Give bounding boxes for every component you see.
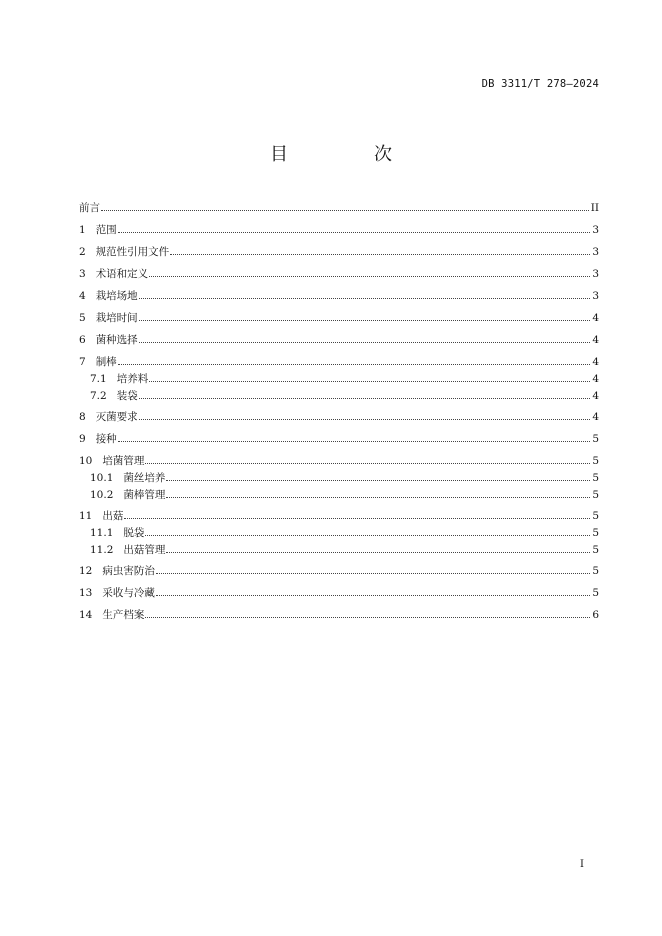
toc-entry-number: 10.1 [90, 472, 114, 484]
toc-entry-page: 4 [592, 411, 599, 423]
toc-leader-dots [118, 231, 591, 233]
toc-entry-page: 3 [592, 246, 599, 258]
toc-entry-page: 4 [592, 373, 599, 385]
toc-entry[interactable] [79, 201, 599, 215]
toc-entry-label: 制棒 [95, 356, 117, 368]
toc-leader-dots [139, 341, 591, 343]
toc-entry-number: 10 [79, 455, 93, 467]
toc-leader-dots [118, 363, 591, 365]
toc-leader-dots [166, 479, 590, 481]
toc-entry-number: 3 [79, 268, 86, 280]
toc-entry-number: 7.2 [90, 390, 107, 402]
toc-leader-dots [156, 594, 590, 596]
toc-entry-label: 灭菌要求 [95, 411, 138, 423]
toc-entry[interactable] [79, 432, 599, 446]
toc-entry[interactable] [79, 586, 599, 600]
toc-entry-label: 菌种选择 [95, 334, 138, 346]
toc-entry-number: 7.1 [90, 373, 107, 385]
toc-leader-dots [166, 496, 590, 498]
toc-entry[interactable] [79, 471, 599, 485]
toc-entry-number: 10.2 [90, 489, 114, 501]
toc-entry-label: 菌丝培养 [123, 472, 166, 484]
toc-entry[interactable] [79, 267, 599, 281]
toc-entry[interactable] [79, 372, 599, 386]
toc-entry-number: 7 [79, 356, 86, 368]
toc-leader-dots [101, 209, 589, 211]
toc-leader-dots [118, 440, 591, 442]
toc-entry-number: 14 [79, 609, 93, 621]
toc-entry-page: 5 [592, 472, 599, 484]
toc-entry-page: 3 [592, 224, 599, 236]
toc-entry[interactable] [79, 410, 599, 424]
toc-leader-dots [124, 517, 590, 519]
toc-entry-number: 11.1 [90, 527, 114, 539]
toc-entry-page: 5 [592, 455, 599, 467]
toc-entry-label: 栽培场地 [95, 290, 138, 302]
toc-entry[interactable] [79, 488, 599, 502]
toc-entry-number: 13 [79, 587, 93, 599]
toc-entry[interactable] [79, 608, 599, 622]
toc-entry-page: 3 [592, 268, 599, 280]
toc-entry-page: 5 [592, 527, 599, 539]
toc-leader-dots [170, 253, 590, 255]
toc-entry-page: II [590, 202, 599, 214]
toc-entry[interactable] [79, 564, 599, 578]
toc-entry[interactable] [79, 509, 599, 523]
toc-leader-dots [149, 275, 590, 277]
toc-entry-page: 5 [592, 544, 599, 556]
toc-leader-dots [149, 380, 590, 382]
toc-entry-number: 2 [79, 246, 86, 258]
toc-entry-label: 接种 [95, 433, 117, 445]
toc-entry-number: 6 [79, 334, 86, 346]
toc-entry[interactable] [79, 245, 599, 259]
toc-entry[interactable] [79, 333, 599, 347]
toc-entry-page: 4 [592, 390, 599, 402]
toc-entry-label: 术语和定义 [95, 268, 149, 280]
document-code: DB 3311/T 278—2024 [481, 78, 599, 90]
toc-entry-number: 4 [79, 290, 86, 302]
toc-entry-label: 出菇管理 [123, 544, 166, 556]
toc-entry-label: 规范性引用文件 [95, 246, 170, 258]
toc-entry-number: 8 [79, 411, 86, 423]
toc-entry-label: 培菌管理 [102, 455, 145, 467]
toc-leader-dots [145, 534, 590, 536]
table-of-contents [79, 201, 599, 622]
toc-entry-page: 3 [592, 290, 599, 302]
toc-entry-page: 5 [592, 587, 599, 599]
toc-entry-page: 5 [592, 510, 599, 522]
toc-entry-number: 12 [79, 565, 93, 577]
page-title: 目 次 [270, 144, 426, 165]
toc-entry-label: 栽培时间 [95, 312, 138, 324]
toc-entry-label: 生产档案 [102, 609, 145, 621]
toc-leader-dots [139, 319, 591, 321]
toc-entry-number: 11.2 [90, 544, 114, 556]
toc-entry-page: 5 [592, 565, 599, 577]
toc-entry-page: 4 [592, 312, 599, 324]
toc-entry-page: 4 [592, 356, 599, 368]
toc-leader-dots [139, 297, 591, 299]
toc-entry[interactable] [79, 223, 599, 237]
toc-entry-number: 5 [79, 312, 86, 324]
toc-entry-label: 范围 [95, 224, 117, 236]
toc-entry-label: 脱袋 [123, 527, 145, 539]
toc-leader-dots [139, 397, 591, 399]
toc-entry-number: 9 [79, 433, 86, 445]
toc-entry-label: 采收与冷藏 [102, 587, 155, 599]
toc-entry[interactable] [79, 311, 599, 325]
toc-entry-page: 6 [592, 609, 599, 621]
toc-leader-dots [145, 462, 590, 464]
toc-entry-label: 前言 [79, 202, 100, 214]
toc-leader-dots [145, 616, 590, 618]
toc-entry-page: 4 [592, 334, 599, 346]
toc-entry-label: 菌棒管理 [123, 489, 166, 501]
toc-entry-page: 5 [592, 489, 599, 501]
toc-entry-page: 5 [592, 433, 599, 445]
toc-entry[interactable] [79, 355, 599, 369]
toc-entry-label: 病虫害防治 [102, 565, 155, 577]
toc-entry[interactable] [79, 526, 599, 540]
toc-entry-label: 出菇 [102, 510, 124, 522]
toc-entry-number: 11 [79, 510, 93, 522]
toc-entry[interactable] [79, 543, 599, 557]
toc-leader-dots [156, 572, 590, 574]
toc-entry[interactable] [79, 289, 599, 303]
toc-entry-label: 培养料 [116, 373, 149, 385]
toc-entry[interactable] [79, 389, 599, 403]
toc-entry-number: 1 [79, 224, 86, 236]
toc-entry[interactable] [79, 454, 599, 468]
toc-entry-label: 装袋 [116, 390, 138, 402]
toc-leader-dots [139, 418, 591, 420]
toc-leader-dots [166, 551, 590, 553]
page-number: I [580, 859, 584, 870]
